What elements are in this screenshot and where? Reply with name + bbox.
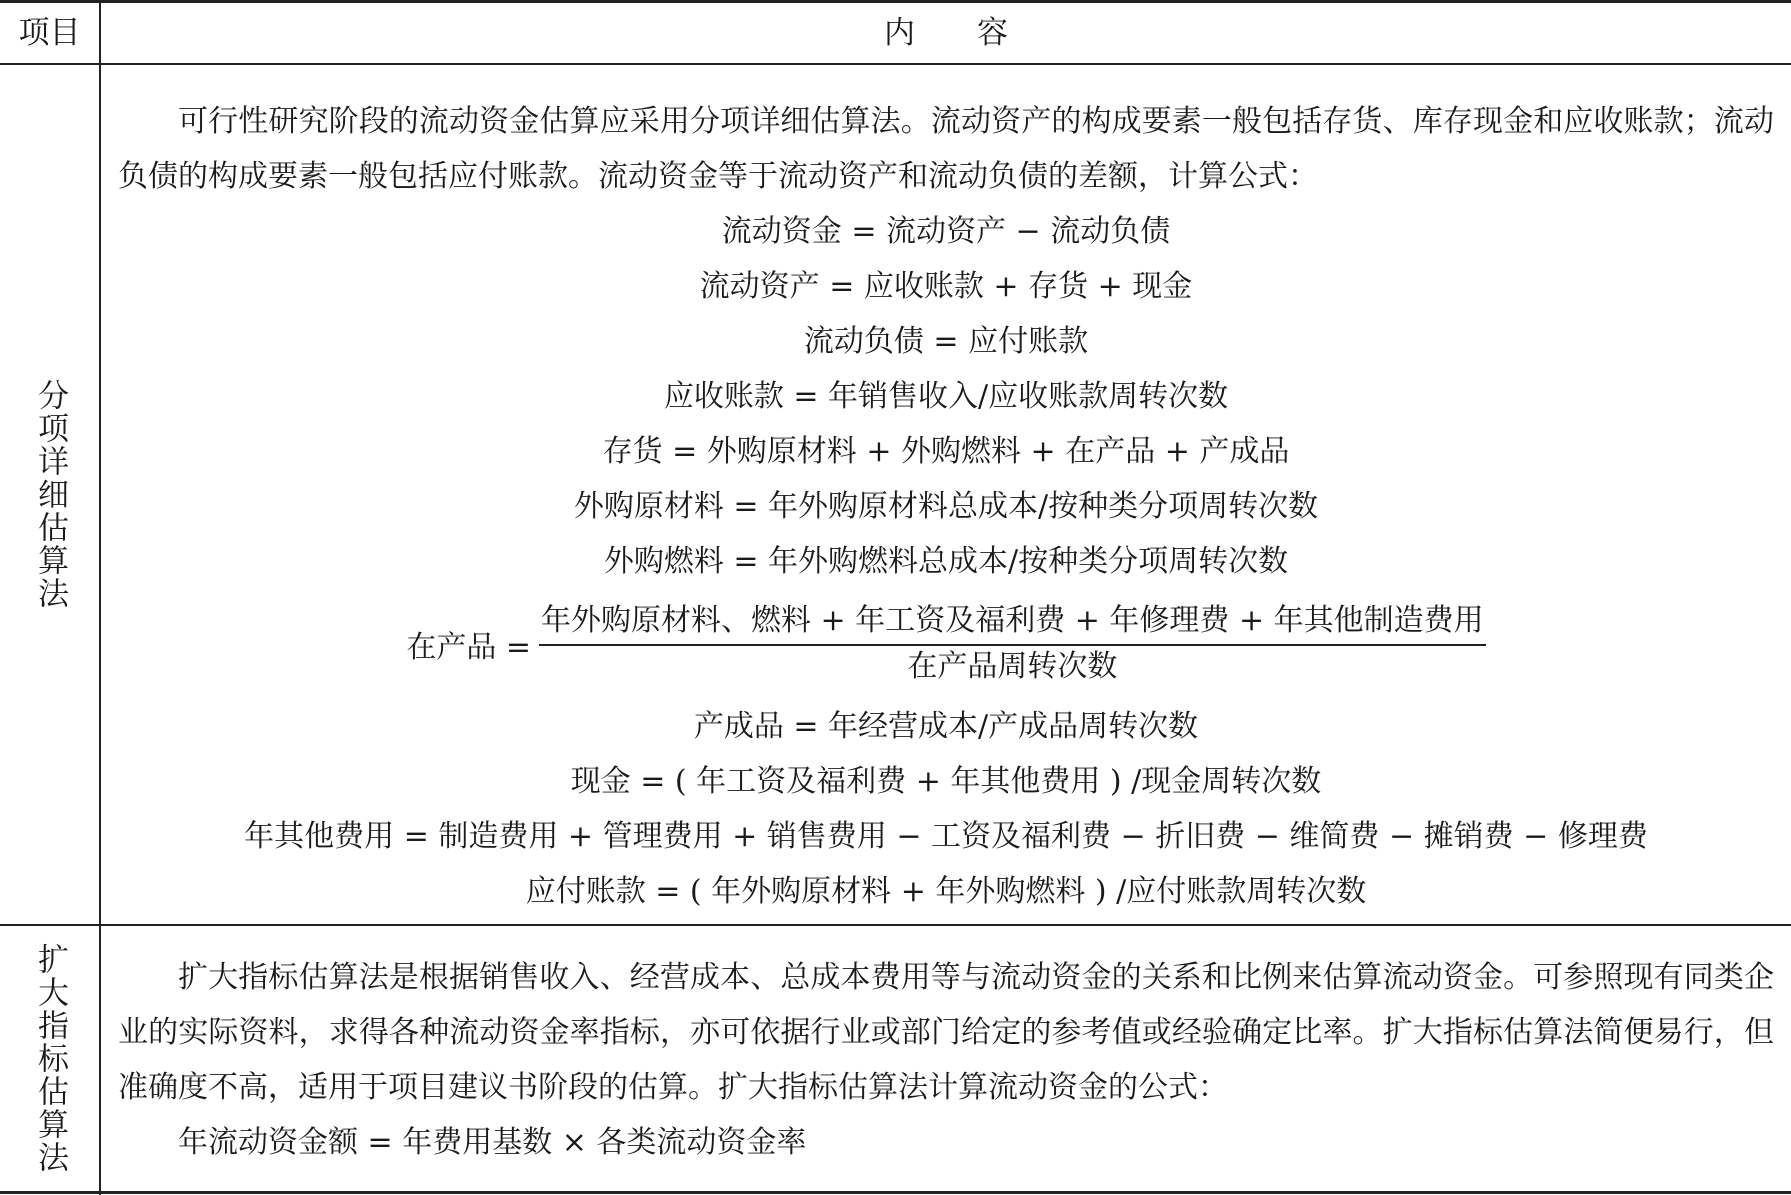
formula-line: 应付账款 = ( 年外购原材料 + 年外购燃料 ) /应付账款周转次数 <box>525 874 1367 909</box>
formula-line: 流动负债 = 应付账款 <box>803 324 1089 359</box>
formula-line: 存货 = 外购原材料 + 外购燃料 + 在产品 + 产成品 <box>602 434 1290 469</box>
row-label-expanded: 扩大指标估算法 <box>32 943 68 1174</box>
row-label-cell <box>0 65 99 924</box>
formula-line: 年流动资金额 = 年费用基数 × 各类流动资金率 <box>178 1125 807 1160</box>
fraction <box>539 602 1486 686</box>
formula-line: 外购原材料 = 年外购原材料总成本/按种类分项周转次数 <box>573 489 1319 524</box>
column-divider <box>99 0 101 1195</box>
intro-paragraph: 可行性研究阶段的流动资金估算应采用分项详细估算法。流动资产的构成要素一般包括存货、库存现金和应收账款；流动负债的构成要素一般包括应付账款。流动资金等于流动资产和流动负债的差额，计算公式： <box>118 104 1774 194</box>
table-bottom-border <box>0 1191 1791 1194</box>
row-label-cell <box>0 926 99 1191</box>
row-divider <box>0 924 1791 926</box>
row-content-detailed <box>118 94 1774 919</box>
fraction-formula <box>118 589 1774 699</box>
formula-line: 外购燃料 = 年外购燃料总成本/按种类分项周转次数 <box>603 544 1289 579</box>
formula-line: 现金 = ( 年工资及福利费 + 年其他费用 ) /现金周转次数 <box>570 764 1322 799</box>
header-content: 内 容 <box>884 15 1008 51</box>
formula-line: 产成品 = 年经营成本/产成品周转次数 <box>693 709 1199 744</box>
fraction-denominator: 在产品周转次数 <box>907 649 1118 684</box>
formula-line: 流动资金 = 流动资产 − 流动负债 <box>721 214 1171 249</box>
formula-line: 年其他费用 = 制造费用 + 管理费用 + 销售费用 − 工资及福利费 − 折旧费 − 维简费 − 摊销费 − 修理费 <box>244 819 1648 854</box>
formula-line: 流动资产 = 应收账款 + 存货 + 现金 <box>699 269 1193 304</box>
fraction-numerator: 年外购原材料、燃料 + 年工资及福利费 + 年修理费 + 年其他制造费用 <box>539 602 1486 646</box>
formula-line: 应收账款 = 年销售收入/应收账款周转次数 <box>663 379 1229 414</box>
intro-paragraph: 扩大指标估算法是根据销售收入、经营成本、总成本费用等与流动资金的关系和比例来估算流动资金。可参照现有同类企业的实际资料，求得各种流动资金率指标，亦可依据行业或部门给定的参考值或经验确定比率。扩大指标估算法简便易行，但准确度不高，适用于项目建议书阶段的估算。扩大指标估算法计算流动资金的公式： <box>118 960 1774 1105</box>
row-label-detailed: 分项详细估算法 <box>32 379 68 610</box>
header-item: 项目 <box>18 15 81 51</box>
fraction-lhs: 在产品 = <box>406 630 532 665</box>
row-content-expanded <box>118 950 1774 1170</box>
